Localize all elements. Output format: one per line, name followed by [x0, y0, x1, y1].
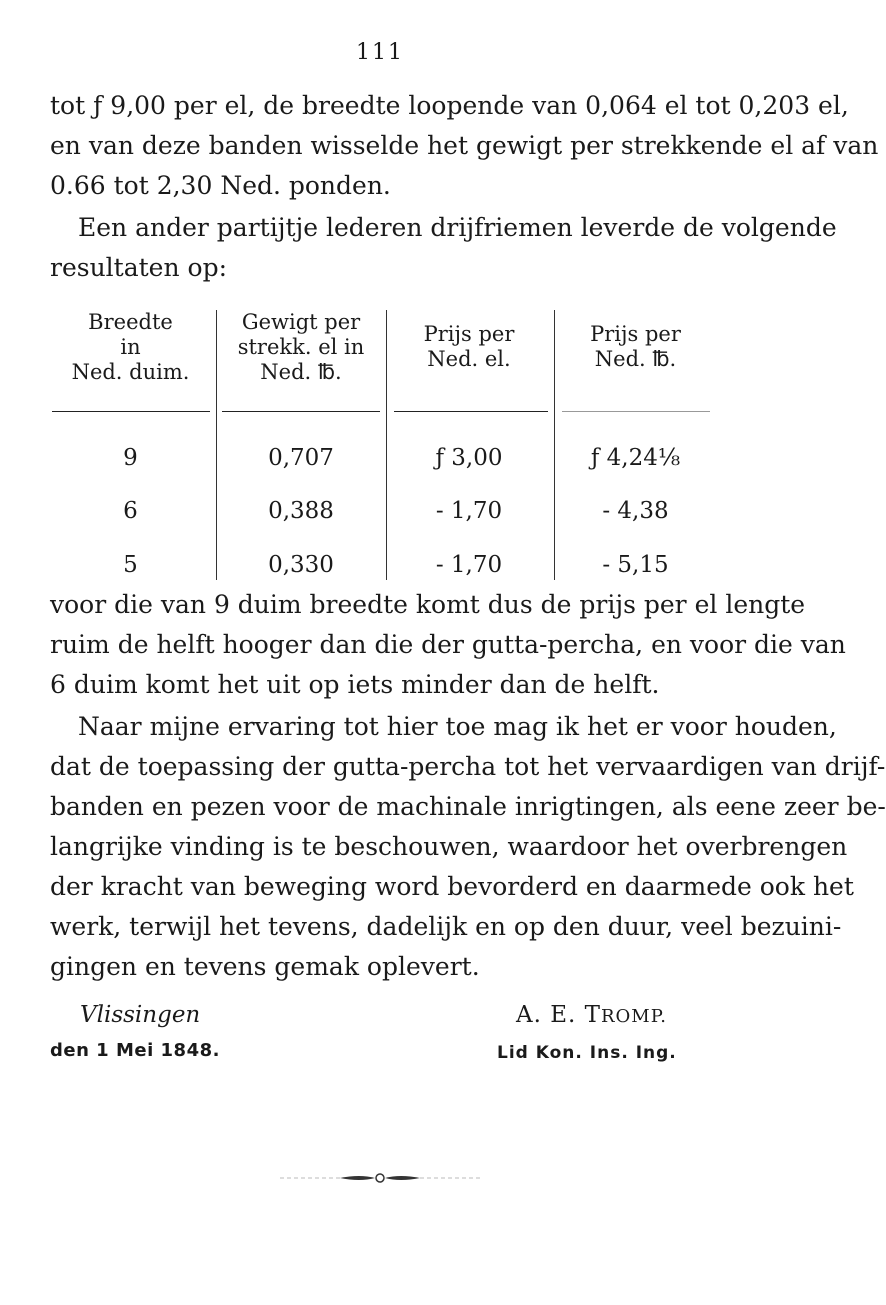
signature-date: den 1 Mei 1848. — [50, 1040, 220, 1061]
column-breedte — [48, 300, 213, 582]
header-line: Ned. el. — [427, 347, 511, 371]
text-line: 6 duim komt het uit op iets minder dan de helft. — [50, 670, 660, 699]
text-line: resultaten op: — [50, 253, 227, 282]
signature-title: Lid Kon. Ins. Ing. — [497, 1043, 677, 1063]
paragraph-3 — [50, 585, 846, 705]
paragraph-1 — [50, 86, 879, 206]
text-line: gingen en tevens gemak oplevert. — [50, 952, 480, 981]
header-rule — [52, 411, 210, 412]
author-surname: ROMP. — [600, 1006, 667, 1027]
table-cell: 0,330 — [268, 552, 334, 578]
table-cell: 5 — [123, 552, 138, 578]
text-line: der kracht van beweging word bevorderd en daarmede ook het — [50, 872, 854, 901]
text-line: 0.66 tot 2,30 Ned. ponden. — [50, 171, 391, 200]
text-line: Naar mijne ervaring tot hier toe mag ik het er voor houden, — [78, 712, 837, 741]
column-header — [388, 322, 550, 372]
table-cell: - 5,15 — [602, 552, 669, 578]
column-prijs-el — [388, 300, 550, 582]
header-line: Ned. ℔. — [260, 360, 342, 384]
column-header — [558, 322, 713, 372]
table-cell: ƒ 4,24⅛ — [590, 445, 681, 471]
header-line: Breedte — [88, 310, 173, 334]
paragraph-2 — [50, 208, 837, 288]
table-cell: 6 — [123, 498, 138, 524]
text-line: werk, terwijl het tevens, dadelijk en op den duur, veel bezuini- — [50, 912, 842, 941]
ornament-divider-icon — [280, 1168, 480, 1188]
column-divider — [386, 310, 387, 580]
text-line: ruim de helft hooger dan die der gutta-percha, en voor die van — [50, 630, 846, 659]
text-line: voor die van 9 duim breedte komt dus de prijs per el lengte — [50, 590, 806, 619]
header-line: Prijs per — [590, 322, 681, 346]
table-cell: 9 — [123, 445, 138, 471]
column-header — [48, 310, 213, 385]
signature-author — [516, 1000, 667, 1032]
table-cell: 0,707 — [268, 445, 334, 471]
page-number: 111 — [356, 40, 404, 65]
column-divider — [216, 310, 217, 580]
text-line: langrijke vinding is te beschouwen, waardoor het overbrengen — [50, 832, 848, 861]
header-line: Ned. ℔. — [594, 347, 677, 371]
paragraph-4 — [50, 707, 886, 987]
text-line: Een ander partijtje lederen drijfriemen leverde de volgende — [78, 213, 837, 242]
table-cell: 0,388 — [268, 498, 334, 524]
text-line: dat de toepassing der gutta-percha tot het vervaardigen van drijf- — [50, 752, 886, 781]
header-rule — [394, 411, 548, 412]
table-cell: - 4,38 — [602, 498, 669, 524]
header-rule — [222, 411, 380, 412]
author-initials: A. E. T — [516, 1002, 601, 1028]
table-cell: - 1,70 — [435, 552, 503, 578]
table-cell: ƒ 3,00 — [435, 445, 503, 471]
text-line: tot ƒ 9,00 per el, de breedte loopende van 0,064 el tot 0,203 el, — [50, 91, 849, 120]
header-line: Gewigt per — [241, 310, 361, 334]
signature-place: Vlissingen — [80, 1002, 201, 1028]
text-line: en van deze banden wisselde het gewigt per strekkende el af van — [50, 131, 879, 160]
text-line: banden en pezen voor de machinale inrigtingen, als eene zeer be- — [50, 792, 886, 821]
header-line: strekk. el in — [237, 335, 365, 359]
table-cell: - 1,70 — [435, 498, 503, 524]
header-line: in — [120, 335, 141, 359]
header-line: Prijs per — [423, 322, 515, 346]
column-gewigt — [218, 300, 384, 582]
results-table — [48, 300, 713, 582]
column-prijs-pond — [558, 300, 713, 582]
header-rule — [562, 411, 710, 412]
header-line: Ned. duim. — [71, 360, 190, 384]
column-header — [218, 310, 384, 385]
column-divider — [554, 310, 555, 580]
